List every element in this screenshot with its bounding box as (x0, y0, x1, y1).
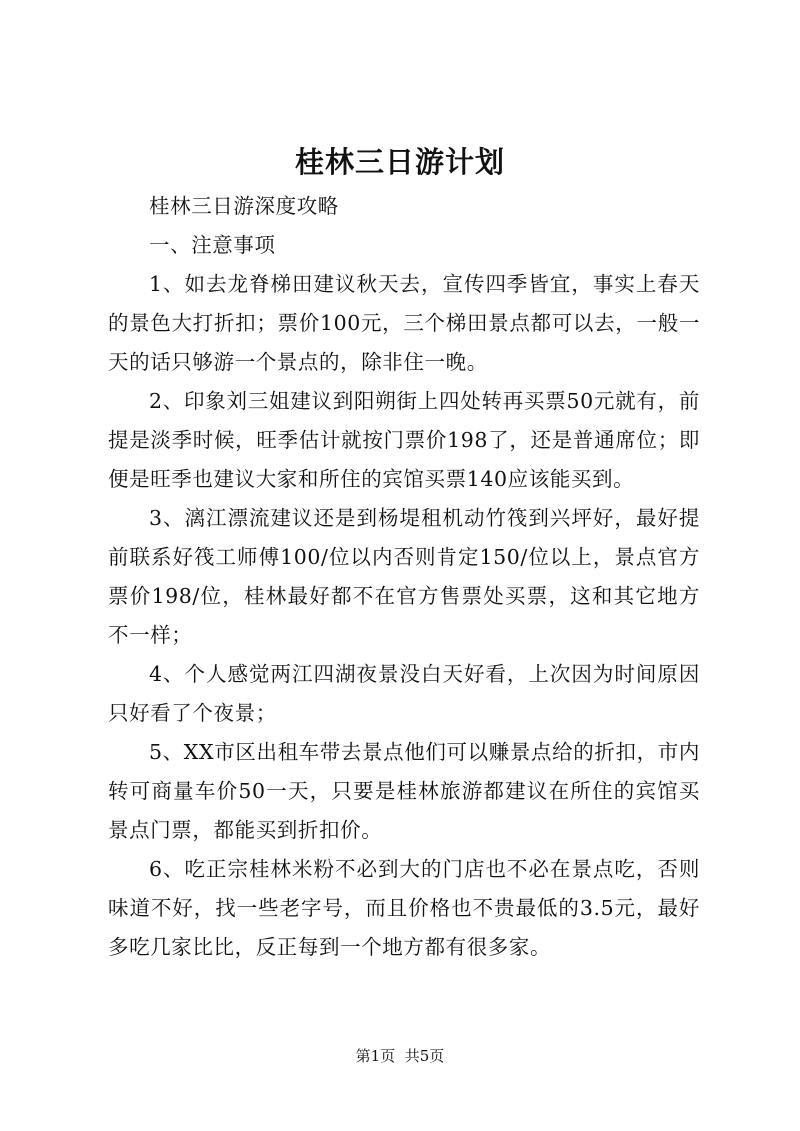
paragraph-item-2: 2、印象刘三姐建议到阳朔街上四处转再买票50元就有，前提是淡季时候，旺季估计就按门票价198了，还是普通席位；即便是旺季也建议大家和所住的宾馆买票140应该能买到。 (108, 389, 700, 491)
paragraph-section-heading: 一、注意事项 (149, 233, 276, 257)
paragraph-item-5: 5、XX市区出租车带去景点他们可以赚景点给的折扣，市内转可商量车价50一天，只要是桂林旅游都建议在所住的宾馆买景点门票，都能买到折扣价。 (108, 740, 700, 842)
document-body (108, 187, 700, 967)
page-total: 共5页 (404, 1047, 445, 1065)
page-footer (0, 1046, 800, 1066)
footer-spacer (395, 1047, 405, 1065)
paragraph-item-6: 6、吃正宗桂林米粉不必到大的门店也不必在景点吃，否则味道不好，找一些老字号，而且价格也不贵最低的3.5元，最好多吃几家比比，反正每到一个地方都有很多家。 (108, 857, 700, 959)
paragraph-item-1: 1、如去龙脊梯田建议秋天去，宣传四季皆宜，事实上春天的景色大打折扣；票价100元，三个梯田景点都可以去，一般一天的话只够游一个景点的，除非住一晚。 (108, 272, 700, 374)
paragraph-item-4: 4、个人感觉两江四湖夜景没白天好看，上次因为时间原因只好看了个夜景； (108, 662, 700, 725)
page-number: 第1页 (355, 1047, 396, 1065)
paragraph-item-3: 3、漓江漂流建议还是到杨堤租机动竹筏到兴坪好，最好提前联系好筏工师傅100/位以内否则肯定150/位以上，景点官方票价198/位，桂林最好都不在官方售票处买票，这和其它地方不一样； (108, 506, 700, 647)
paragraph-subtitle: 桂林三日游深度攻略 (149, 194, 339, 218)
document-title: 桂林三日游计划 (294, 145, 505, 179)
